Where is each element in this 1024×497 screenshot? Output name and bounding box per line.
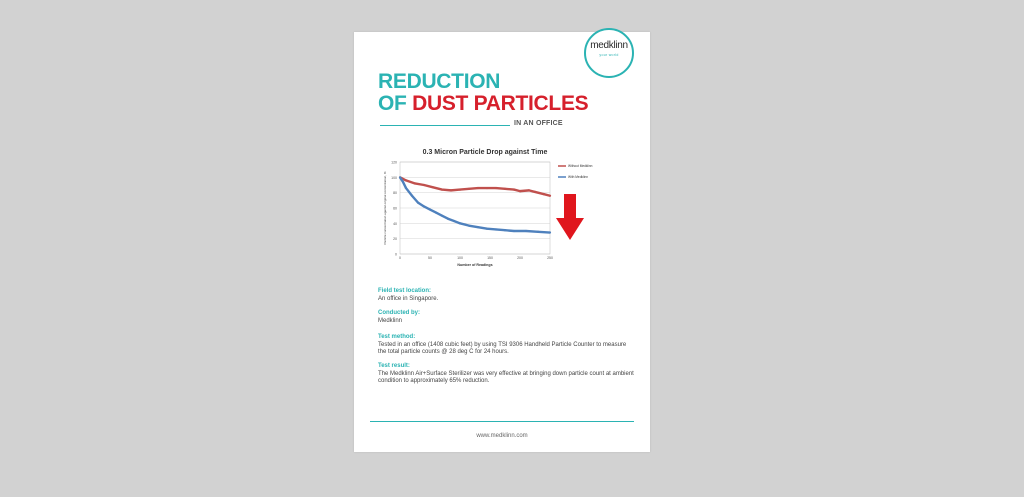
series-point — [549, 231, 551, 233]
series-point — [519, 190, 521, 192]
series-point — [411, 195, 413, 197]
y-tick-label: 0 — [395, 252, 397, 257]
y-tick-label: 100 — [391, 175, 397, 180]
footer-url[interactable]: www.medklinn.com — [476, 433, 528, 439]
series-point — [423, 184, 425, 186]
series-point — [402, 181, 404, 183]
series-point — [468, 225, 470, 227]
section-label: Conducted by: — [378, 310, 420, 316]
section-result — [378, 363, 634, 386]
section-label: Test result: — [378, 363, 410, 369]
series-point — [453, 220, 455, 222]
section-location — [378, 288, 634, 303]
subtitle: IN AN OFFICE — [514, 120, 563, 127]
series-point — [534, 191, 536, 193]
section-text: An office in Singapore. — [378, 295, 439, 302]
y-tick-label: 120 — [391, 160, 397, 165]
title-dust-particles: DUST PARTICLES — [412, 92, 589, 115]
y-tick-label: 60 — [393, 206, 397, 211]
chart-title: 0.3 Micron Particle Drop against Time — [422, 149, 548, 156]
section-label: Field test location: — [378, 288, 432, 294]
x-tick-label: 100 — [457, 256, 463, 260]
section-method — [378, 334, 634, 357]
series-point — [459, 222, 461, 224]
x-tick-label: 0 — [399, 256, 401, 260]
document-page — [354, 32, 650, 452]
series-point — [468, 188, 470, 190]
series-point — [543, 193, 545, 195]
x-tick-label: 250 — [547, 256, 553, 260]
y-axis-label: Particle concentration against original concentration, % — [383, 171, 387, 245]
title-line-1: REDUCTION — [378, 70, 501, 93]
series-point — [441, 215, 443, 217]
subtitle-rule — [380, 125, 510, 126]
section-text: The Medklinn Air+Surface Sterilizer was very effective at bringing down particle count at ambient condition to approximately 65% reduction. — [378, 370, 634, 384]
x-tick-label: 150 — [487, 256, 493, 260]
series-point — [513, 230, 515, 232]
logo-name: medklinn — [590, 40, 628, 51]
section-text: Medklinn — [378, 317, 403, 324]
x-axis-label: Number of Readings — [457, 263, 493, 267]
series-point — [405, 179, 407, 181]
series-point — [513, 189, 515, 191]
series-point — [435, 212, 437, 214]
series-point — [429, 208, 431, 210]
series-point — [495, 228, 497, 230]
x-tick-label: 50 — [428, 256, 432, 260]
series-point — [477, 187, 479, 189]
series-point — [486, 228, 488, 230]
series-point — [528, 189, 530, 191]
series-point — [405, 187, 407, 189]
section-conducted — [378, 310, 634, 325]
series-point — [414, 182, 416, 184]
series-point — [432, 186, 434, 188]
series-point — [450, 189, 452, 191]
series-point — [477, 226, 479, 228]
series-point — [423, 205, 425, 207]
series-point — [549, 195, 551, 197]
legend-label: With Medklinn — [568, 175, 589, 180]
y-tick-label: 20 — [393, 237, 397, 242]
footer-rule — [370, 421, 634, 422]
medklinn-logo — [584, 28, 636, 80]
series-point — [504, 188, 506, 190]
series-point — [417, 202, 419, 204]
y-tick-label: 40 — [393, 221, 397, 226]
series-point — [525, 230, 527, 232]
series-point — [495, 187, 497, 189]
legend-label: Without Medklinn — [568, 164, 593, 169]
title-of: OF — [378, 92, 407, 115]
series-point — [459, 189, 461, 191]
title-line-2 — [378, 92, 588, 116]
series-point — [504, 229, 506, 231]
y-tick-label: 80 — [393, 191, 397, 196]
series-point — [486, 187, 488, 189]
logo-tagline: your world — [599, 53, 619, 57]
down-arrow-icon — [556, 194, 584, 242]
series-point — [441, 189, 443, 191]
section-label: Test method: — [378, 334, 416, 340]
x-tick-label: 200 — [517, 256, 523, 260]
section-text: Tested in an office (1408 cubic feet) by using TSI 9306 Handheld Particle Counter to measure the total particle counts @ 28 deg C for 24 hours. — [378, 341, 627, 355]
series-point — [399, 176, 401, 178]
series-point — [537, 231, 539, 233]
series-point — [447, 218, 449, 220]
